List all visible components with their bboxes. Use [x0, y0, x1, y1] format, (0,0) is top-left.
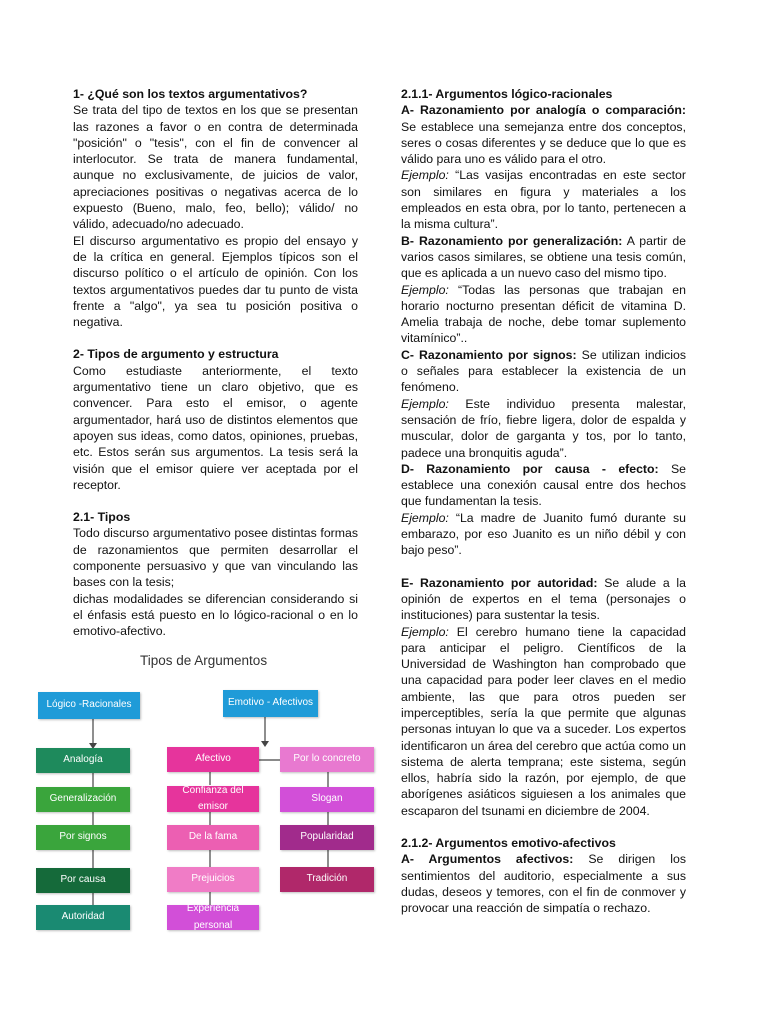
reasoning-d-text: Se establece una conexión causal entre dos hechos que fundamentan la tesis.	[401, 461, 686, 509]
affective-a	[401, 851, 686, 916]
reasoning-b-example-label: Ejemplo:	[401, 282, 449, 297]
emotive-item-afectivo: Afectivo	[167, 747, 259, 772]
affective-a-text: Se dirigen los sentimientos del auditorio, especialmente a sus dudas, deseos y temores, con el fin de conmover y provocar una reacción de simpatía o rechazo.	[401, 852, 686, 916]
left-column	[73, 86, 358, 640]
reasoning-e-example-text: El cerebro humano tiene la capacidad para anticipar el peligro. Científicos de la Universidad de Washington han comprobado que una capacidad para poder leer claves en el medio ambiente, las que para otros pueden ser imperceptibles, sería la que permite que algunas personas intuyan lo que va a suceder. Los expertos identificaron un área del cerebro que actúa como un sistema de alerta temprana; este sistema, según ellos, habría sido la razón, por ejemplo, de que aborígenes asiáticos siguiesen a los animales que escaparon del tsunami en diciembre de 2004.	[401, 624, 686, 818]
reasoning-a-example-text: “Las vasijas encontradas en este sector son similares en figura y materiales a los empleados en esta obra, por lo tanto, pertenecen a la misma cultura”.	[401, 168, 686, 232]
reasoning-e-label: E- Razonamiento por autoridad:	[401, 575, 598, 590]
reasoning-a-label: A- Razonamiento por analogía o comparación:	[401, 103, 686, 118]
emotive-item-slogan: Slogan	[280, 787, 374, 812]
reasoning-a-example	[401, 167, 686, 232]
emotive-item-tradicion: Tradición	[280, 867, 374, 892]
reasoning-d	[401, 461, 686, 510]
logic-item-analogia: Analogía	[36, 748, 130, 773]
section-2-paragraph: Como estudiaste anteriormente, el texto argumentativo tiene un claro objetivo, que es convencer. Para esto el emisor, o agente argumentador, hará uso de distintos elementos que apoyen sus ideas, como datos, opiniones, pruebas, etc. Estos serán sus argumentos. La tesis será la visión que el emisor quiere ver aceptada por el receptor.	[73, 363, 358, 492]
diagram-title: Tipos de Argumentos	[140, 653, 268, 668]
reasoning-c-example	[401, 396, 686, 461]
reasoning-a-text: Se establece una semejanza entre dos conceptos, seres o cosas diferentes y se deduce que lo que es válido para uno es válido para el otro.	[401, 119, 686, 167]
logic-item-por-causa: Por causa	[36, 868, 130, 893]
reasoning-a	[401, 102, 686, 167]
section-1-title: 1- ¿Qué son los textos argumentativos?	[73, 87, 308, 101]
affective-a-label: A- Argumentos afectivos:	[401, 852, 574, 867]
reasoning-b-example-text: “Todas las personas que trabajan en horario nocturno presentan déficit de vitamina D. Amelia trabaja de noche, debe tomar suplemento vitamínico”..	[401, 282, 686, 346]
section-2-1-paragraph-2: dichas modalidades se diferencian considerando si el énfasis está puesto en lo lógico-racional o en lo emotivo-afectivo.	[73, 591, 358, 639]
logic-item-por-signos: Por signos	[36, 825, 130, 850]
emotive-item-fama: De la fama	[167, 825, 259, 850]
reasoning-b	[401, 233, 686, 282]
reasoning-b-example	[401, 282, 686, 347]
emotive-item-experiencia: Experiencia personal	[167, 905, 259, 930]
reasoning-d-label: D- Razonamiento por causa - efecto:	[401, 461, 659, 476]
reasoning-e-example	[401, 624, 686, 820]
reasoning-c-example-label: Ejemplo:	[401, 396, 449, 411]
reasoning-e-example-label: Ejemplo:	[401, 624, 449, 639]
reasoning-a-example-label: Ejemplo:	[401, 168, 449, 183]
logic-header-box: Lógico -Racionales	[38, 692, 140, 719]
reasoning-e-text: Se alude a la opinión de expertos en el tema (personajes o instituciones) para sustentar la tesis.	[401, 575, 686, 623]
section-2-title: 2- Tipos de argumento y estructura	[73, 347, 279, 362]
reasoning-c-text: Se utilizan indicios o señales para establecer la existencia de un fenómeno.	[401, 347, 686, 395]
reasoning-b-text: A partir de varios casos similares, se obtiene una tesis común, que es aplicada a un nuevo caso del mismo tipo.	[401, 233, 686, 281]
reasoning-b-label: B- Razonamiento por generalización:	[401, 233, 623, 248]
reasoning-e	[401, 575, 686, 624]
section-1-paragraph-1: Se trata del tipo de textos en los que se presentan las razones a favor o en contra de determinada "posición" o "tesis", con el fin de convencer al interlocutor. Se trata de manera fundamental, aunque no exclusivamente, de juicios de valor, apreciaciones positivas o negativas acerca de lo expuesto (Bueno, malo, feo, bello); válido/ no válido, adecuado/no adecuado.	[73, 103, 358, 232]
logic-item-autoridad: Autoridad	[36, 905, 130, 930]
reasoning-c-label: C- Razonamiento por signos:	[401, 347, 577, 362]
section-2-1-paragraph-1: Todo discurso argumentativo posee distintas formas de razonamientos que permiten desarrollar el componente persuasivo y que van vinculando las bases con la tesis;	[73, 526, 358, 590]
section-2-1-2-title: 2.1.2- Argumentos emotivo-afectivos	[401, 836, 616, 851]
emotive-item-prejuicios: Prejuicios	[167, 867, 259, 892]
emotive-item-confianza: Confianza del emisor	[167, 786, 259, 812]
reasoning-d-example	[401, 510, 686, 559]
section-2-1-title: 2.1- Tipos	[73, 510, 131, 525]
logic-item-generalizacion: Generalización	[36, 787, 130, 812]
emotive-item-popularidad: Popularidad	[280, 825, 374, 850]
reasoning-d-example-text: “La madre de Juanito fumó durante su embarazo, por eso Juanito es un niño débil y con bajo peso”.	[401, 510, 686, 558]
reasoning-c	[401, 347, 686, 396]
reasoning-c-example-text: Este individuo presenta malestar, sensación de frío, fiebre ligera, dolor de espalda y muscular, dolor de garganta y tos, por lo tanto, padece una bronquitis aguda”.	[401, 396, 686, 460]
argument-types-diagram	[30, 645, 375, 935]
section-1-paragraph-2: El discurso argumentativo es propio del ensayo y de la crítica en general. Ejemplos típicos son el discurso político o el artículo de opinión. Con los textos argumentativos puedes dar tu punto de vista frente a "algo", ya sea tu posición positiva o negativa.	[73, 233, 358, 330]
section-2-1-1-title: 2.1.1- Argumentos lógico-racionales	[401, 87, 613, 101]
emotive-item-concreto: Por lo concreto	[280, 747, 374, 772]
emotive-header-box: Emotivo - Afectivos	[223, 690, 318, 717]
reasoning-d-example-label: Ejemplo:	[401, 510, 449, 525]
right-column	[401, 86, 686, 917]
